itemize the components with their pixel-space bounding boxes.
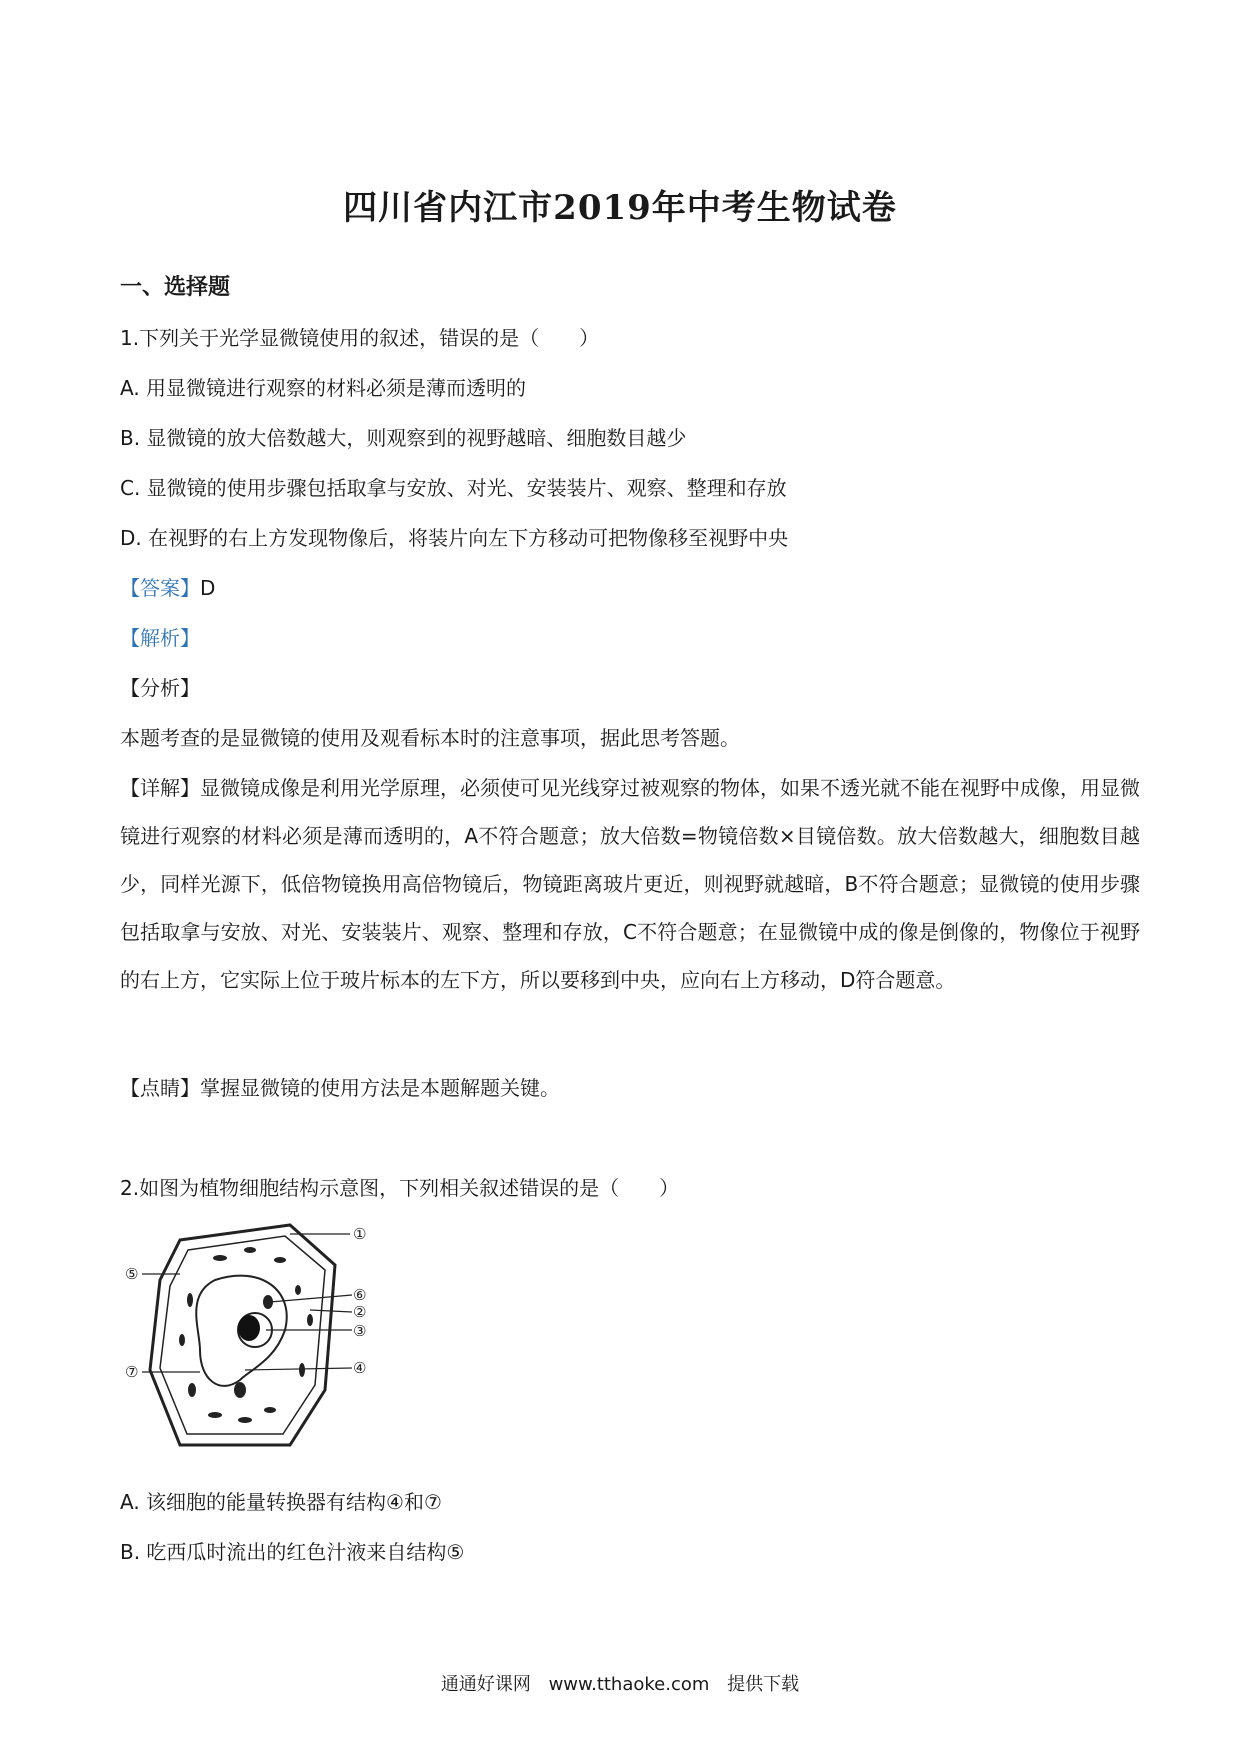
q2-option-b: B. 吃西瓜时流出的红色汁液来自结构⑤ <box>120 1540 465 1564</box>
label-2: ② <box>353 1303 367 1321</box>
nucleolus <box>238 1315 260 1341</box>
leader-4 <box>245 1368 352 1370</box>
q1-stem: 1.下列关于光学显微镜使用的叙述，错误的是（ ） <box>120 326 600 350</box>
analysis-label: 【解析】 <box>120 626 200 650</box>
answer-label: 【答案】 <box>120 576 200 600</box>
label-7: ⑦ <box>125 1363 139 1381</box>
footer-url[interactable]: www.tthaoke.com <box>548 1674 710 1695</box>
label-5: ⑤ <box>125 1265 139 1283</box>
fenxi-text: 本题考查的是显微镜的使用及观看标本时的注意事项，据此思考答题。 <box>120 726 740 750</box>
q1-option-c: C. 显微镜的使用步骤包括取拿与安放、对光、安装装片、观察、整理和存放 <box>120 476 787 500</box>
q2-stem: 2.如图为植物细胞结构示意图，下列相关叙述错误的是（ ） <box>120 1176 680 1200</box>
label-4: ④ <box>353 1359 367 1377</box>
label-6: ⑥ <box>353 1286 367 1304</box>
comment-paragraph: 【点睛】掌握显微镜的使用方法是本题解题关键。 <box>120 1076 560 1100</box>
answer-value: D <box>200 576 216 600</box>
footer-site-name: 通通好课网 <box>440 1674 531 1695</box>
q2-option-a: A. 该细胞的能量转换器有结构④和⑦ <box>120 1490 442 1514</box>
label-1: ① <box>353 1225 367 1243</box>
label-3: ③ <box>353 1322 367 1340</box>
page-footer <box>0 1670 1240 1696</box>
q1-option-d: D. 在视野的右上方发现物像后，将装片向左下方移动可把物像移至视野中央 <box>120 526 789 550</box>
page-title: 四川省内江市2019年中考生物试卷 <box>343 188 897 228</box>
section-heading: 一、选择题 <box>120 275 231 300</box>
q1-option-a: A. 用显微镜进行观察的材料必须是薄而透明的 <box>120 376 527 400</box>
plant-cell-diagram <box>120 1220 390 1460</box>
fenxi-label: 【分析】 <box>120 676 200 700</box>
footer-suffix: 提供下载 <box>727 1674 800 1695</box>
q1-option-b: B. 显微镜的放大倍数越大，则观察到的视野越暗、细胞数目越少 <box>120 426 687 450</box>
detail-paragraph: 【详解】显微镜成像是利用光学原理，必须使可见光线穿过被观察的物体，如果不透光就不能在视野中成像，用显微镜进行观察的材料必须是薄而透明的，A不符合题意；放大倍数=物镜倍数×目镜倍数。放大倍数越大，细胞数目越少，同样光源下，低倍物镜换用高倍物镜后，物镜距离玻片更近，则视野就越暗，B不符合题意；显微镜的使用步骤包括取拿与安放、对光、安装装片、观察、整理和存放，C不符合题意；在显微镜中成的像是倒像的，物像位于视野的右上方，它实际上位于玻片标本的左下方，所以要移到中央，应向右上方移动，D符合题意。 <box>120 776 1140 992</box>
q1-answer <box>120 573 215 603</box>
